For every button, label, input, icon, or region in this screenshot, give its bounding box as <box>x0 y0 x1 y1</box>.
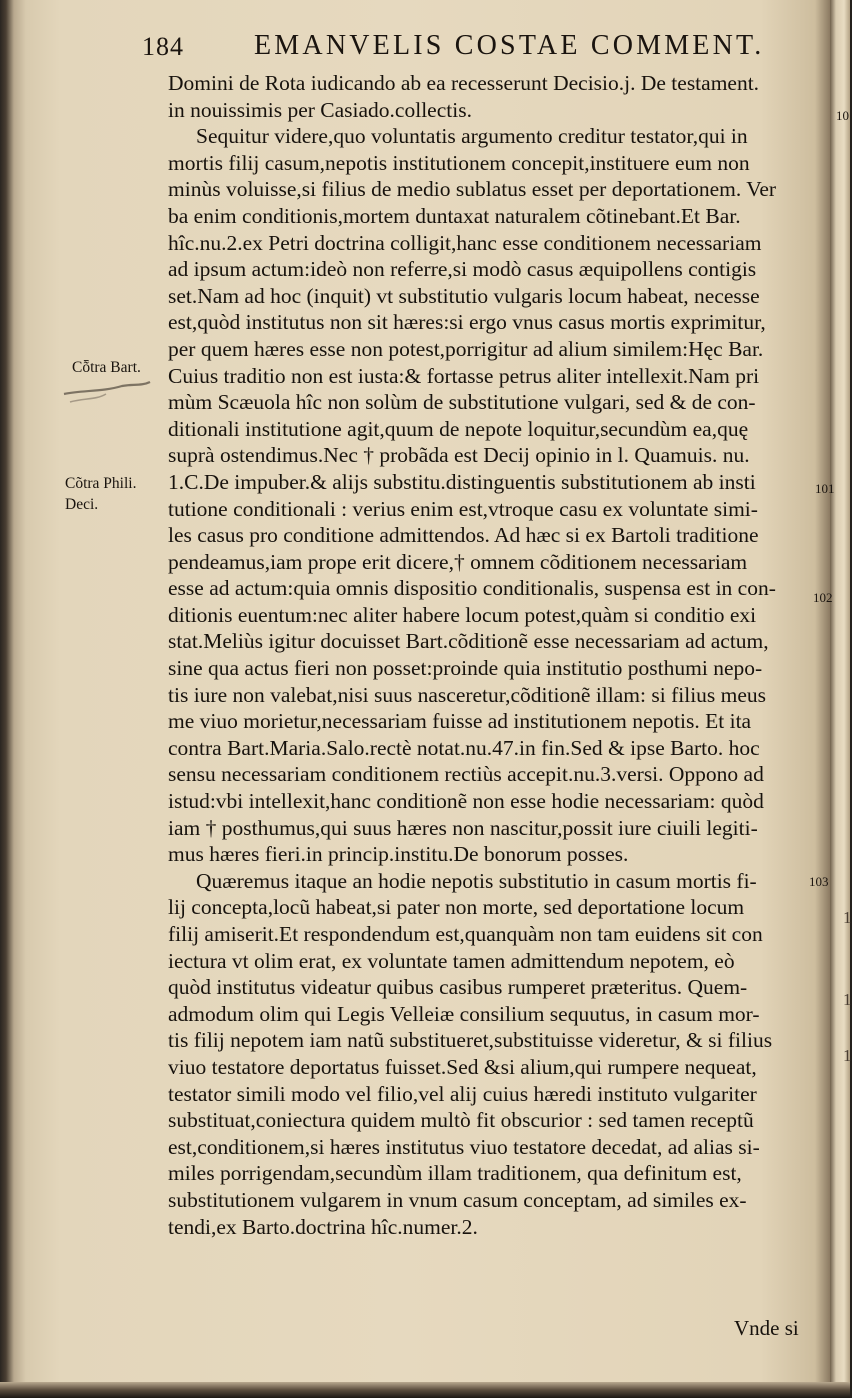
text-line: quòd institutus videatur quibus casibus rumperet præteritus. Quem- <box>168 975 748 1000</box>
paragraph-first-line: Sequitur videre,quo voluntatis argumento creditur testator,qui in <box>196 124 748 149</box>
text-line: in nouissimis per Casiado.collectis. <box>168 97 472 122</box>
text-line: esse ad actum:quia omnis dispositio conditionalis, suspensa est in con- <box>168 576 776 601</box>
right-margin-number: 101 <box>815 481 835 496</box>
text-line: miles porrigendam,secundùm illam traditionem, qua definitum est, <box>168 1161 742 1186</box>
text-line: mùm Scæuola hîc non solùm de substitutione vulgari, sed & de con- <box>168 390 756 415</box>
running-head: EMANVELIS COSTAE COMMENT. <box>254 30 765 61</box>
text-line: sine qua actus fieri non posset:proinde quia institutio posthumi nepo- <box>168 656 763 681</box>
text-line: filij amiserit.Et respondendum est,quanquàm non tam euidens sit con <box>168 922 763 946</box>
text-line: tutione conditionali : verius enim est,vtroque casu ex voluntate simi- <box>168 496 758 521</box>
text-line: mus hæres fieri.in princip.institu.De bonorum posses. <box>168 842 629 867</box>
bleed-through-mark: 1 <box>843 990 852 1009</box>
text-line: set.Nam ad hoc (inquit) vt substitutio vulgaris locum habeat, necesse <box>168 283 760 308</box>
right-margin-number: 102 <box>813 590 833 605</box>
bottom-edge <box>0 1382 850 1398</box>
text-line: hîc.nu.2.ex Petri doctrina colligit,hanc esse conditionem necessariam <box>168 230 762 255</box>
bleed-through-mark: 1 <box>843 908 852 927</box>
page-header <box>142 30 782 64</box>
body-text <box>168 70 818 1240</box>
text-line: me viuo morietur,necessariam fuisse ad institutionem nepotis. Et ita <box>168 709 752 734</box>
text-line: iectura vt olim erat, ex voluntate tamen admittendum nepotem, eò <box>168 948 735 973</box>
text-line: substituat,coniectura quidem multò fit obscurior : sed tamen receptũ <box>168 1108 754 1133</box>
page-edge <box>830 0 850 1398</box>
text-line: ad ipsum actum:ideò non referre,si modò casus æquipollens contigis <box>168 257 757 282</box>
margin-note-contra-phili: Cõtra Phili. <box>65 475 137 492</box>
text-line: stat.Meliùs igitur docuisset Bart.cõditionẽ esse necessariam ad actum, <box>168 629 769 654</box>
text-line: Cuius traditio non est iusta:& fortasse petrus aliter intellexit.Nam pri <box>168 363 760 388</box>
catchword: Vnde si <box>734 1316 799 1340</box>
text-line: testator simili modo vel filio,vel alij cuius hæredi instituto vulgariter <box>168 1081 757 1106</box>
text-line: suprà ostendimus.Nec † probãda est Decij opinio in l. Quamuis. nu. <box>168 443 750 468</box>
text-line: viuo testatore deportatus fuisset.Sed &si alium,qui rumpere nequeat, <box>168 1054 757 1079</box>
text-line: Domini de Rota iudicando ab ea recesserunt Decisio.j. De testament. <box>168 71 760 95</box>
bleed-through-mark: 1 <box>843 1046 852 1065</box>
folio-number: 184 <box>142 32 184 61</box>
text-line: ditionis euentum:nec aliter habere locum potest,quàm si conditio exi <box>168 602 757 627</box>
text-line: les casus pro conditione admittendos. Ad hæc si ex Bartoli traditione <box>168 523 759 548</box>
margin-note-deci: Deci. <box>65 496 99 513</box>
text-line: mortis filij casum,nepotis institutionem concepit,instituere eum non <box>168 150 750 175</box>
text-line: admodum olim qui Legis Velleiæ consilium sequutus, in casum mor- <box>168 1001 760 1026</box>
text-line: pendeamus,iam prope erit dicere,† omnem cõditionem necessariam <box>168 549 748 574</box>
paragraph-first-line: Quæremus itaque an hodie nepotis substitutio in casum mortis fi- <box>196 868 757 893</box>
right-margin-number: 10 <box>836 108 849 123</box>
ink-smudge-icon <box>62 372 152 412</box>
text-line: est,quòd institutus non sit hæres:si ergo vnus casus mortis exprimitur, <box>168 310 766 335</box>
text-line: 1.C.De impuber.& alijs substitu.distinguentis substitutionem ab insti <box>168 469 756 494</box>
text-line: ditionali institutione agit,quum de nepote loquitur,secundùm ea,quę <box>168 416 749 441</box>
text-line: sensu necessariam conditionem rectiùs accepit.nu.3.versi. Oppono ad <box>168 762 764 787</box>
text-line: tis iure non valebat,nisi suus nasceretur,cõditionẽ illam: si filius meus <box>168 682 767 707</box>
text-line: tendi,ex Barto.doctrina hîc.numer.2. <box>168 1214 478 1239</box>
text-line: iam † posthumus,qui suus hæres non nascitur,possit iure ciuili legiti- <box>168 815 758 840</box>
text-line: minùs voluisse,si filius de medio sublatus esset per deportationem. Ver <box>168 177 777 202</box>
margin-note-contra-bart: Cȭtra Bart. <box>72 359 141 376</box>
text-line: est,conditionem,si hæres institutus viuo testatore decedat, ad alias si- <box>168 1134 760 1159</box>
text-line: istud:vbi intellexit,hanc conditionẽ non esse hodie necessariam: quòd <box>168 789 764 814</box>
text-line: ba enim conditionis,mortem duntaxat naturalem cõtinebant.Et Bar. <box>168 203 741 228</box>
text-line: lij concepta,locũ habeat,si pater non morte, sed deportatione locum <box>168 895 745 920</box>
text-line: substitutionem vulgarem in vnum casum conceptam, ad similes ex- <box>168 1187 747 1212</box>
text-line: tis filij nepotem iam natũ substitueret,substituisse videretur, & si filius <box>168 1028 773 1053</box>
text-line: per quem hæres esse non potest,porrigitur ad alium similem:Hęc Bar. <box>168 336 764 361</box>
text-line: contra Bart.Maria.Salo.rectè notat.nu.47.in fin.Sed & ipse Barto. hoc <box>168 735 760 760</box>
right-margin-number: 103 <box>809 874 829 889</box>
